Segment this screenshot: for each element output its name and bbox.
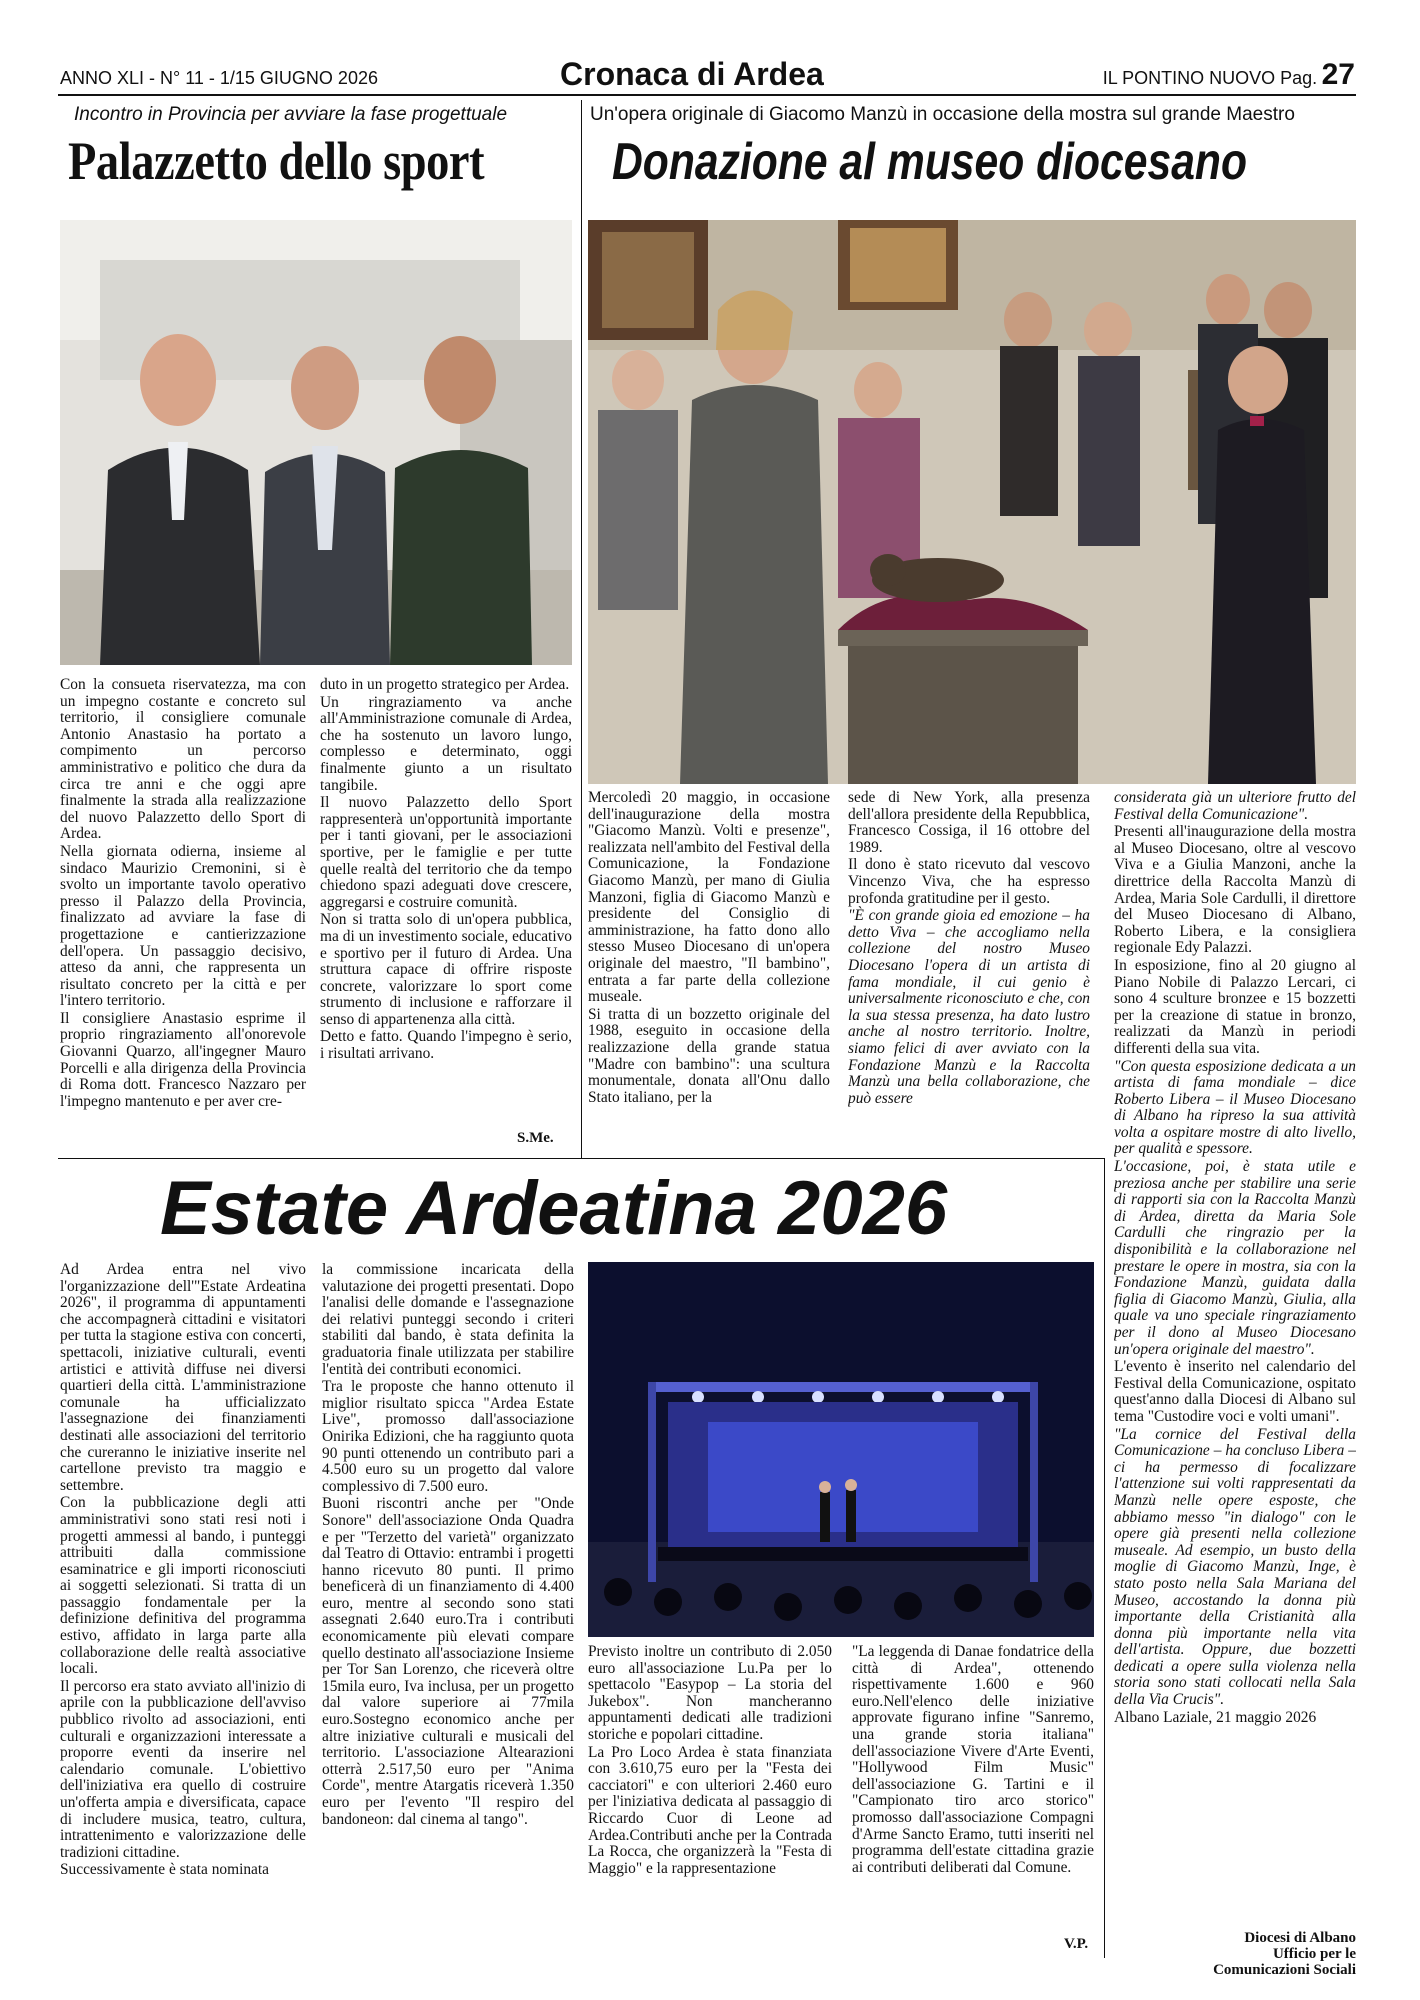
article2-photo	[588, 220, 1356, 784]
paragraph: La Pro Loco Ardea è stata finanziata con 3.610,75 euro per la "Festa dei cacciatori" e con ulteriori 2.460 euro per l'iniziativa dedicata al passaggio di Riccardo Cuor di Leone ad Ardea.Contributi anche per la Contrada La Rocca, che organizzerà la "Festa di Maggio" e la rappresentazione	[588, 1743, 832, 1877]
article2-signature	[1114, 1930, 1356, 1978]
paragraph: Con la pubblicazione degli atti amministrativi sono stati resi noti i progetti ammessi al bando, i punteggi attribuiti dalla commissione esaminatrice e gli importi riconosciuti ai soggetti selezionati. Si tratta di un passaggio fondamentale per la definizione definitiva del programma estivo, affidato in larga parte alla collaborazione delle realtà associative locali.	[60, 1494, 306, 1678]
article3-column-4	[852, 1644, 1094, 1934]
article3-title: Estate Ardeatina 2026	[160, 1166, 948, 1251]
paragraph: Ad Ardea entra nel vivo l'organizzazione dell'"Estate Ardeatina 2026", il programma di appuntamenti che accompagnerà cittadini e visitatori per tutta la stagione estiva con concerti, spettacoli, iniziative culturali, eventi artistici e attività diffuse nei diversi quartieri della città. L'amministrazione comunale ha ufficializzato l'assegnazione dei finanziamenti destinati alle associazioni del territorio che cureranno le iniziative inserite nel cartellone previsto tra maggio e settembre.	[60, 1262, 306, 1494]
article1-title: Palazzetto dello sport	[68, 131, 485, 191]
header-page-number: 27	[1321, 58, 1355, 91]
paragraph: Nella giornata odierna, insieme al sindaco Maurizio Cremonini, si è svolto un importante tavolo operativo presso il Palazzo della Provincia, finalizzato ad avviare la fase di progettazione e cantierizzazione dell'opera. Un passaggio decisivo, atteso da anni, che rappresenta un risultato concreto per la città e per l'intero territorio.	[60, 842, 306, 1010]
paragraph: Con la consueta riservatezza, ma con un impegno costante e concreto sul territorio, il consigliere comunale Antonio Anastasio ha portato a compimento un percorso amministrativo e politico che dura da circa tre anni e che oggi apre finalmente la strada alla realizzazione del nuovo Palazzetto dello Sport di Ardea.	[60, 677, 306, 843]
header-issue: ANNO XLI - N° 11 - 1/15 GIUGNO 2026	[60, 68, 378, 88]
paragraph: Presenti all'inaugurazione della mostra al Museo Diocesano, oltre al vescovo Viva e a Giulia Manzoni, anche la direttrice della Raccolta Manzù di Ardea, Maria Sole Cardulli, il direttore del Museo Diocesano di Albano, Roberto Libera, e la consigliera regionale Edy Palazzi.	[1114, 823, 1356, 957]
signature-line: Diocesi di Albano	[1244, 1930, 1356, 1946]
header-section: Cronaca di Ardea	[560, 56, 824, 92]
paragraph: "La leggenda di Danae fondatrice della città di Ardea", ottenendo rispettivamente 1.600 e 960 euro.Nell'elenco delle iniziative approvate figurano infine "Sanremo, una grande storia italiana" dell'associazione Vivere d'Arte Eventi, "Hollywood Film Music" dell'associazione G. Tartini e il "Campionato tiro arco storico" promosso dall'associazione Compagni d'Arme Sancto Eramo, tutti inseriti nel programma dell'estate cittadina grazie ai contributi deliberati dal Comune.	[852, 1644, 1094, 1876]
header-paper	[1103, 58, 1355, 92]
signature-line: Comunicazioni Sociali	[1213, 1962, 1356, 1978]
paragraph: considerata già un ulteriore frutto del Festival della Comunicazione".	[1114, 790, 1356, 823]
column-divider	[1104, 1158, 1105, 1958]
article2-title: Donazione al museo diocesano	[612, 133, 1248, 191]
paragraph: Il percorso era stato avviato all'inizio di aprile con la pubblicazione dell'avviso pubblico rivolto ad associazioni, enti culturali e organizzazioni interessate a proporre eventi da inserire nel calendario comunale. L'obiettivo dell'iniziativa era quello di costruire un'offerta ampia e diversificata, capace di includere musica, teatro, cultura, intrattenimento e valorizzazione delle tradizioni cittadine.	[60, 1677, 306, 1861]
article1-column-2	[320, 677, 572, 1127]
paragraph: duto in un progetto strategico per Ardea.	[320, 677, 570, 693]
paragraph: Previsto inoltre un contributo di 2.050 euro all'associazione Lu.Pa per lo spettacolo "Easypop – La storia del Jukebox". Non mancheranno appuntamenti dedicati alle tradizioni storiche e popolari cittadine.	[588, 1644, 832, 1743]
paragraph: Successivamente è stata nominata	[60, 1861, 269, 1879]
paragraph: Si tratta di un bozzetto originale del 1988, eseguito in occasione della realizzazione della grande statua "Madre con bambino": una scultura monumentale, donata all'Onu dallo Stato italiano, per la	[588, 1005, 830, 1106]
section-rule	[58, 1158, 1105, 1159]
paragraph: "È con grande gioia ed emozione – ha detto Viva – che accogliamo nella collezione del nostro Museo Diocesano l'opera di un artista di fama mondiale, il cui genio è universalmente riconosciuto e che, con la sua stessa presenza, ha dato lustro anche al nostro territorio. Inoltre, siamo felici di aver avviato con la Fondazione Manzù e la Raccolta Manzù una bella collaborazione, che può essere	[848, 907, 1090, 1107]
paragraph: Un ringraziamento va anche all'Amministrazione comunale di Ardea, che ha sostenuto un lavoro lungo, complesso e determinato, oggi finalmente giunto a un risultato tangibile.	[320, 693, 572, 794]
paragraph: L'evento è inserito nel calendario del Festival della Comunicazione, ospitato quest'anno dalla Diocesi di Albano sul tema "Custodire voci e volti umani".	[1114, 1358, 1356, 1425]
article3-signature: V.P.	[1064, 1936, 1089, 1952]
paragraph: sede di New York, alla presenza dell'allora presidente della Repubblica, Francesco Cossiga, il 16 ottobre del 1989.	[848, 790, 1090, 856]
paragraph: la commissione incaricata della valutazione dei progetti presentati. Dopo l'analisi delle domande e l'assegnazione dei relativi punteggi secondo i criteri stabiliti dal bando, è stata definita la graduatoria finale utilizzata per stabilire l'entità dei contributi economici.	[322, 1262, 574, 1378]
article3-column-1	[60, 1262, 306, 1952]
header-rule	[58, 94, 1356, 96]
article3-column-3	[588, 1644, 832, 1944]
paragraph: Detto e fatto. Quando l'impegno è serio, i risultati arrivano.	[320, 1028, 572, 1063]
dateline: Albano Laziale, 21 maggio 2026	[1114, 1708, 1317, 1726]
paragraph: "La cornice del Festival della Comunicazione – ha concluso Libera – ci ha permesso di focalizzare l'attenzione sui volti rappresentati da Manzù nelle opere esposte, che abbiamo messo "in dialogo" con le opere già presenti nella collezione museale. Ad esempio, un busto della moglie di Giacomo Manzù, Inge, è stato posto nella Sala Mariana del Museo, accostando la donna più importante della Cristianità alla donna più importante nella vita dell'artista. Oppure, due bozzetti dedicati a opere sulla violenza nella storia sono stati collocati nella Sala della Via Crucis".	[1114, 1425, 1356, 1709]
paragraph: Tra le proposte che hanno ottenuto il miglior risultato spicca "Ardea Estate Live", promosso dall'associazione Onirika Edizioni, che ha raggiunto quota 90 punti ottenendo un contributo pari a 4.500 euro su un progetto dal valore complessivo di 7.500 euro.	[322, 1378, 574, 1495]
article2-column-2	[848, 790, 1090, 1150]
article1-photo	[60, 220, 572, 665]
article1-kicker: Incontro in Provincia per avviare la fase progettuale	[74, 104, 508, 125]
paragraph: L'occasione, poi, è stata utile e preziosa anche per stabilire una serie di rapporti sia con la Raccolta Manzù di Ardea, diretta da Maria Sole Cardulli che ringrazio per la disponibilità e la collaborazione nel prestare le opere in mostra, sia con la Fondazione Manzù, guidata dalla figlia di Giacomo Manzù, Giulia, alla quale va uno speciale ringraziamento per il dono al Museo Diocesano un'opera originale del maestro".	[1114, 1158, 1356, 1358]
article3-photo	[588, 1262, 1094, 1637]
article3-column-2	[322, 1262, 574, 1952]
paragraph: In esposizione, fino al 20 giugno al Piano Nobile di Palazzo Lercari, ci sono 4 sculture bronzee e 15 bozzetti per la creazione di statue in bronzo, realizzati da Manzù in periodi differenti della sua vita.	[1114, 956, 1356, 1057]
article1-column-1	[60, 677, 306, 1147]
signature-line: Ufficio per le	[1272, 1946, 1356, 1962]
paragraph: Buoni riscontri anche per "Onde Sonore" dell'associazione Onda Quadra e per "Terzetto del varietà" organizzato dal Teatro di Ottavio: entrambi i progetti hanno ricevuto 80 punti. Il primo beneficerà di un finanziamento di 4.400 euro, mentre al secondo sono stati assegnati 2.640 euro.Tra i contributi economicamente più elevati compare quello destinato all'associazione Insieme per Tor San Lorenzo, che riceverà oltre 15mila euro, Iva inclusa, per un progetto dal valore superiore ai 77mila euro.Sostegno economico anche per altre iniziative culturali e musicali del territorio. L'associazione Altearazioni otterrà 2.517,50 euro per "Anima Corde", mentre Atargatis riceverà 1.350 euro per l'evento "Il respiro del bandoneon: dal cinema al tango".	[322, 1495, 574, 1828]
paragraph: Non si tratta solo di un'opera pubblica, ma di un investimento sociale, educativo e sportivo per il futuro di Ardea. Una struttura capace di offrire risposte concrete, valorizzare lo sport come strumento di inclusione e rafforzare il senso di appartenenza alla città.	[320, 911, 572, 1028]
header-paper-name: IL PONTINO NUOVO Pag.	[1102, 68, 1318, 88]
article1-signature: S.Me.	[517, 1130, 554, 1146]
paragraph: "Con questa esposizione dedicata a un artista di fama mondiale – dice Roberto Libera – il Museo Diocesano di Albano ha ripreso la sua attività volta a ospitare mostre di alto livello, per qualità e spessore.	[1114, 1057, 1356, 1158]
paragraph: Il nuovo Palazzetto dello Sport rappresenterà un'opportunità importante per i tanti giovani, per le associazioni sportive, per le famiglie e per tutte quelle realtà del territorio che da tempo chiedono spazi adeguati dove crescere, aggregarsi e costruire comunità.	[320, 794, 572, 911]
paragraph: Il consigliere Anastasio esprime il proprio ringraziamento all'onorevole Giovanni Quarzo, all'ingegner Mauro Porcelli e alla dirigenza della Provincia di Roma dott. Francesco Nazzaro per l'impegno mantenuto e per aver cre-	[60, 1009, 306, 1110]
paragraph: Il dono è stato ricevuto dal vescovo Vincenzo Viva, che ha espresso profonda gratitudine per il gesto.	[848, 856, 1090, 907]
article2-column-3	[1114, 790, 1356, 1930]
paragraph: Mercoledì 20 maggio, in occasione dell'inaugurazione della mostra "Giacomo Manzù. Volti e presenze", realizzata nell'ambito del Festival della Comunicazione, la Fondazione Giacomo Manzù, per mano di Giulia Manzoni, figlia di Giacomo Manzù e presidente del Consiglio di amministrazione, ha fatto dono allo stesso Museo Diocesano di un'opera originale del maestro, "Il bambino", entrata a far parte della collezione museale.	[588, 790, 830, 1006]
article2-column-1	[588, 790, 830, 1150]
article2-kicker: Un'opera originale di Giacomo Manzù in occasione della mostra sul grande Maestro	[590, 104, 1295, 125]
column-divider	[581, 100, 582, 1158]
